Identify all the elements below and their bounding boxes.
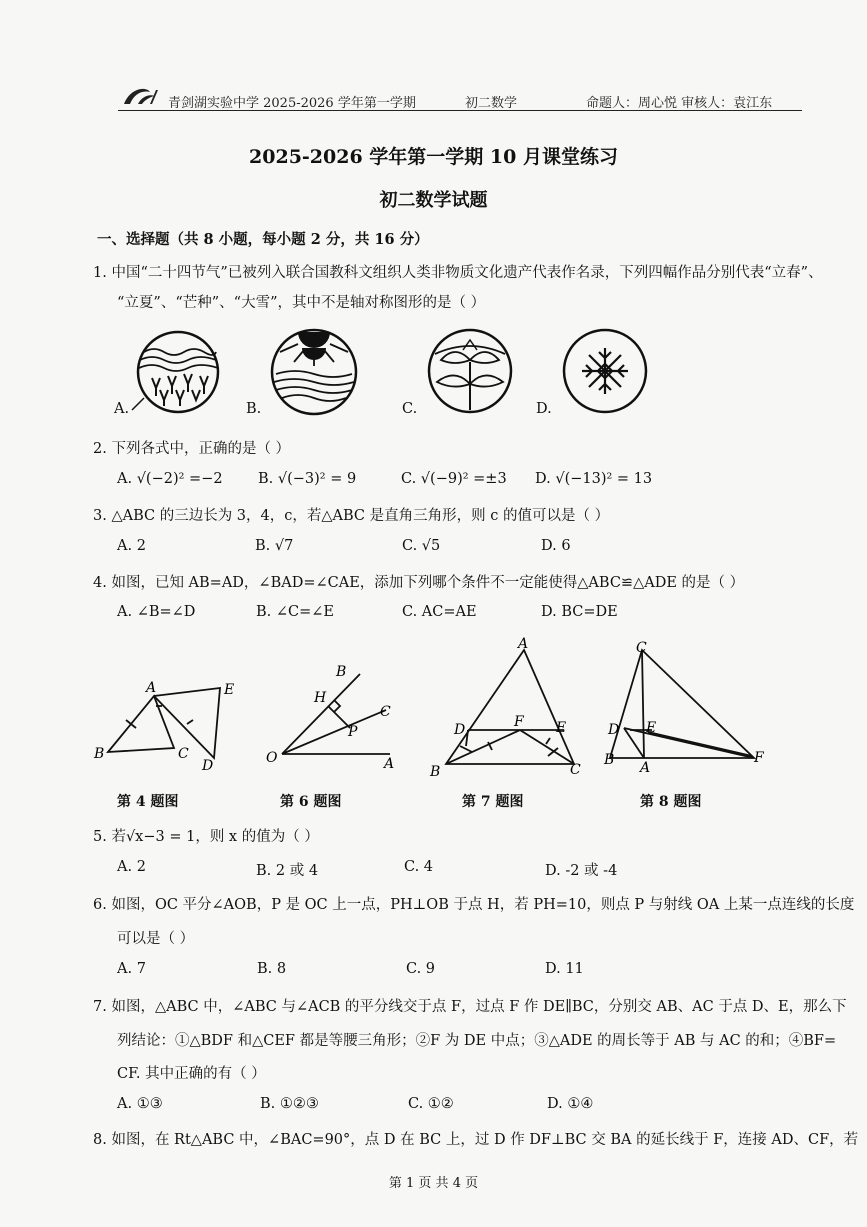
- q1-image-b: [268, 326, 360, 422]
- page-footer: 第 1 页 共 4 页: [388, 1176, 479, 1191]
- school-logo: [120, 86, 162, 112]
- q7-option-b: B. ①②③: [260, 1096, 319, 1112]
- q2-option-c: C. √(−9)² =±3: [401, 471, 507, 487]
- q6-option-d: D. 11: [545, 961, 584, 977]
- fig8-label-c: C: [636, 640, 647, 656]
- fig6-label-a: A: [384, 756, 395, 772]
- figure-q7: [428, 634, 588, 782]
- q1-label-c: C.: [402, 401, 418, 417]
- q5-option-a: A. 2: [117, 859, 146, 875]
- q1-image-a: [130, 328, 222, 420]
- q4-option-c: C. AC=AE: [402, 604, 477, 620]
- q3-option-a: A. 2: [117, 538, 146, 554]
- q7-option-c: C. ①②: [408, 1096, 454, 1112]
- q3-option-d: D. 6: [541, 538, 571, 554]
- fig8-label-f: F: [754, 750, 764, 766]
- q4-option-b: B. ∠C=∠E: [256, 604, 335, 620]
- q5-option-d: D. -2 或 -4: [545, 863, 618, 879]
- fig7-label-c: C: [570, 762, 581, 778]
- fig4-label-c: C: [178, 746, 189, 762]
- q1-label-a: A.: [114, 401, 130, 417]
- figure-q6: [262, 660, 412, 776]
- q6-option-a: A. 7: [117, 961, 146, 977]
- q1-stem-line2: “立夏”、“芒种”、“大雪”，其中不是轴对称图形的是（ ）: [117, 295, 486, 311]
- fig4-label-e: E: [224, 682, 235, 698]
- q7-option-d: D. ①④: [547, 1096, 594, 1112]
- header-authors: 命题人：周心悦 审核人：袁江东: [586, 96, 773, 111]
- fig4-label-d: D: [202, 758, 214, 774]
- q7-stem-line3: CF. 其中正确的有（ ）: [117, 1066, 266, 1082]
- q5-option-c: C. 4: [404, 859, 434, 875]
- fig7-label-f: F: [514, 714, 524, 730]
- q1-label-d: D.: [536, 401, 552, 417]
- q3-option-b: B. √7: [255, 538, 294, 554]
- fig8-label-e: E: [646, 720, 657, 736]
- q6-option-b: B. 8: [257, 961, 287, 977]
- fig6-label-c: C: [380, 704, 391, 720]
- header-subject: 初二数学: [465, 96, 518, 111]
- q2-stem: 2. 下列各式中，正确的是（ ）: [93, 441, 291, 457]
- q3-option-c: C. √5: [402, 538, 441, 554]
- fig4-label-b: B: [94, 746, 105, 762]
- fig7-label-d: D: [454, 722, 466, 738]
- page-subtitle: 初二数学试题: [379, 190, 488, 211]
- fig8-label-d: D: [608, 722, 620, 738]
- q8-stem-line1: 8. 如图，在 Rt△ABC 中，∠BAC=90°，点 D 在 BC 上，过 D 作 DF⊥BC 交 BA 的延长线于 F，连接 AD、CF，若: [93, 1132, 859, 1148]
- q2-option-a: A. √(−2)² =−2: [117, 471, 223, 487]
- fig4-label-a: A: [146, 680, 157, 696]
- q1-image-c: [425, 326, 515, 420]
- caption-fig6: 第 6 题图: [280, 794, 342, 810]
- figure-q8: [594, 640, 774, 780]
- header-rule: [118, 110, 802, 111]
- q5-stem: 5. 若√x−3 = 1，则 x 的值为（ ）: [93, 829, 319, 845]
- fig8-label-b: B: [604, 752, 615, 768]
- fig6-label-o: O: [266, 750, 278, 766]
- fig6-label-h: H: [314, 690, 327, 706]
- q7-stem-line2: 列结论：①△BDF 和△CEF 都是等腰三角形；②F 为 DE 中点；③△ADE 的周长等于 AB 与 AC 的和；④BF=: [117, 1033, 837, 1049]
- q3-stem: 3. △ABC 的三边长为 3，4，c，若△ABC 是直角三角形，则 c 的值可以是（ ）: [93, 508, 610, 524]
- q4-option-d: D. BC=DE: [541, 604, 618, 620]
- q4-stem: 4. 如图，已知 AB=AD，∠BAD=∠CAE，添加下列哪个条件不一定能使得△ABC≌△ADE 的是（ ）: [93, 575, 745, 591]
- q6-option-c: C. 9: [406, 961, 436, 977]
- fig8-label-a: A: [640, 760, 651, 776]
- q1-image-d: [560, 326, 650, 420]
- fig7-label-b: B: [430, 764, 441, 778]
- q1-stem-line1: 1. 中国“二十四节气”已被列入联合国教科文组织人类非物质文化遗产代表作名录，下列四幅作品分别代表“立春”、: [93, 265, 823, 281]
- q2-option-b: B. √(−3)² = 9: [258, 471, 357, 487]
- fig6-label-b: B: [336, 664, 347, 680]
- fig7-label-a: A: [518, 636, 529, 652]
- q1-label-b: B.: [246, 401, 262, 417]
- q4-option-a: A. ∠B=∠D: [117, 604, 196, 620]
- q7-stem-line1: 7. 如图，△ABC 中，∠ABC 与∠ACB 的平分线交于点 F，过点 F 作 DE∥BC，分别交 AB、AC 于点 D、E，那么下: [93, 999, 847, 1015]
- q6-stem-line2: 可以是（ ）: [117, 931, 195, 947]
- q7-option-a: A. ①③: [117, 1096, 163, 1112]
- figure-q4: [90, 676, 250, 780]
- header-school: 青剑湖实验中学 2025-2026 学年第一学期: [168, 96, 416, 111]
- caption-fig8: 第 8 题图: [640, 794, 702, 810]
- section-heading: 一、选择题（共 8 小题，每小题 2 分，共 16 分）: [97, 231, 429, 248]
- q2-option-d: D. √(−13)² = 13: [535, 471, 653, 487]
- caption-fig7: 第 7 题图: [462, 794, 524, 810]
- fig6-label-p: P: [348, 724, 358, 740]
- caption-fig4: 第 4 题图: [117, 794, 179, 810]
- fig7-label-e: E: [556, 720, 567, 736]
- q5-option-b: B. 2 或 4: [256, 863, 319, 879]
- page-title: 2025-2026 学年第一学期 10 月课堂练习: [249, 146, 618, 168]
- q6-stem-line1: 6. 如图，OC 平分∠AOB，P 是 OC 上一点，PH⊥OB 于点 H，若 PH=10，则点 P 与射线 OA 上某一点连线的长度: [93, 897, 855, 913]
